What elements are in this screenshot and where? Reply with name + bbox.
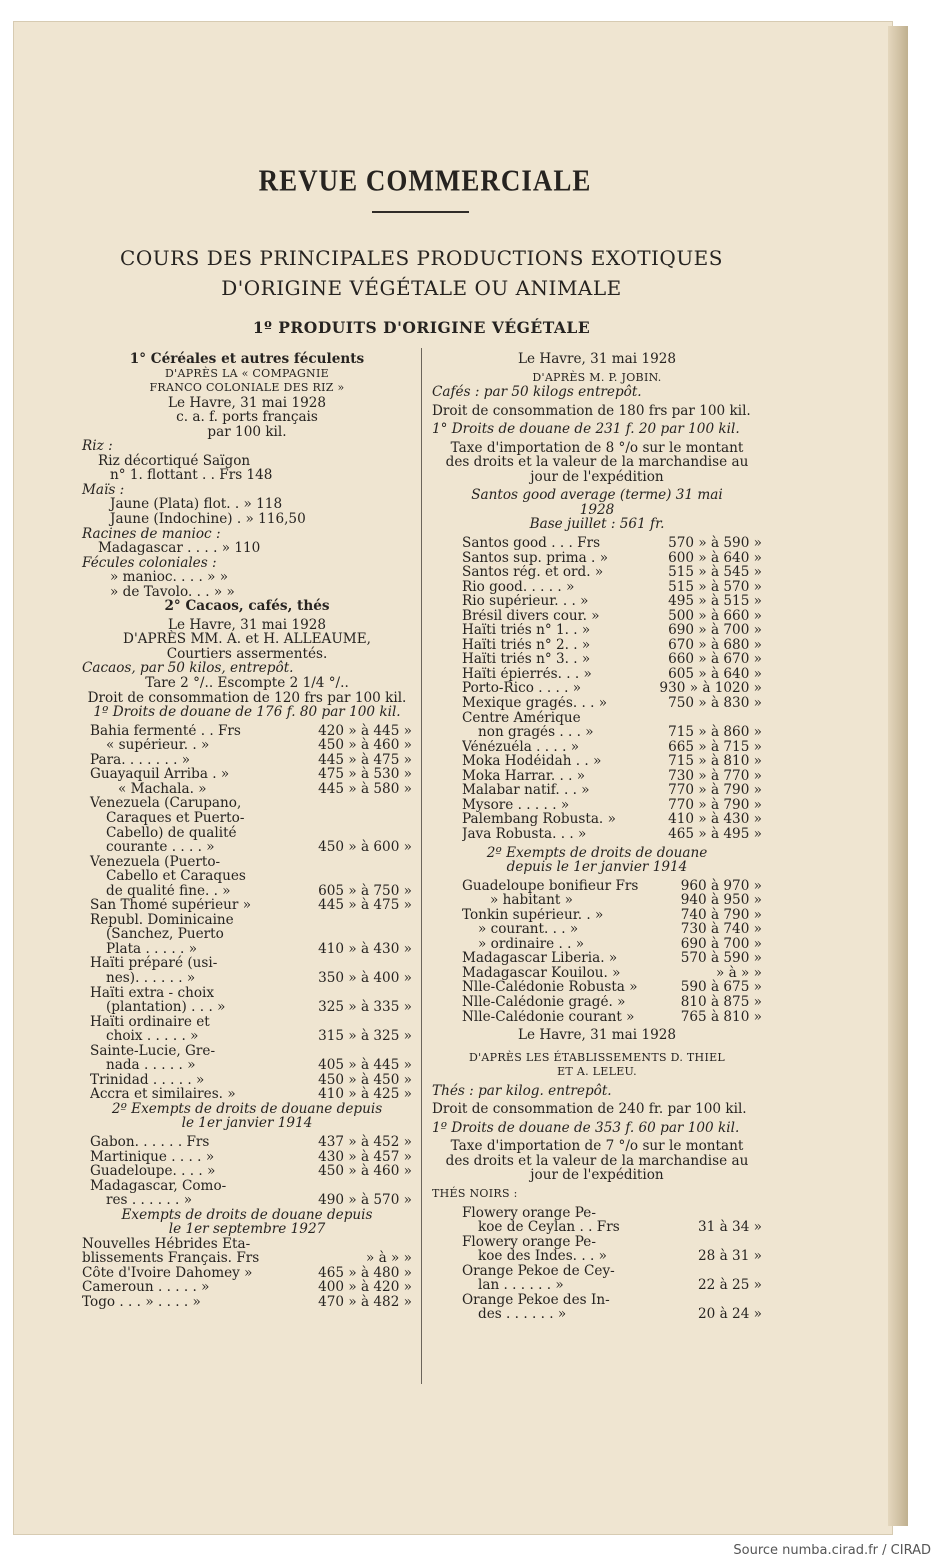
cacaos-date: Le Havre, 31 mai 1928	[167, 616, 327, 633]
price-row: Plata . . . . . » 410 » à 430 »	[106, 940, 412, 957]
price-row: Malabar natif. . . » 770 » à 790 »	[462, 782, 762, 799]
price-row: Madagascar Kouilou. » » à » »	[462, 964, 762, 981]
cereales-source-1: D'APRÈS LA « COMPAGNIE	[165, 366, 329, 380]
price-row: nada . . . . . » 405 » à 445 »	[106, 1057, 412, 1074]
price-row: (plantation) . . . » 325 » à 335 »	[106, 999, 412, 1016]
mais-heading: Maïs :	[82, 481, 125, 498]
price-row: Cameroun . . . . . » 400 » à 420 »	[82, 1279, 412, 1296]
thes-taxe-3: jour de l'expédition	[530, 1167, 664, 1184]
price-row: blissements Français. Frs » à » »	[82, 1250, 412, 1267]
title-rule	[372, 211, 469, 213]
text-line: Madagascar, Como-	[90, 1177, 227, 1194]
price-row: Togo . . . » . . . . » 470 » à 482 »	[82, 1294, 412, 1310]
racines-line-1: Madagascar . . . . » 110	[98, 540, 261, 557]
text-line: Haïti extra - choix	[90, 984, 215, 1001]
price-row: » habitant » 940 à 950 »	[490, 892, 762, 909]
cereales-source-2: FRANCO COLONIALE DES RIZ »	[149, 381, 345, 395]
taxe-line-1: Taxe d'importation de 8 °/o sur le montant	[450, 439, 744, 456]
price-row: Moka Hodéidah . . » 715 » à 810 »	[462, 753, 762, 770]
price-row: Java Robusta. . . » 465 » à 495 »	[462, 825, 762, 842]
section-heading: 1º PRODUITS D'ORIGINE VÉGÉTALE	[252, 318, 591, 337]
text-line: (Sanchez, Puerto	[106, 926, 224, 943]
price-row: Haïti triés n° 2. . » 670 » à 680 »	[462, 636, 762, 653]
text-line: Flowery orange Pe-	[462, 1233, 596, 1250]
santos-heading: Santos good average (terme) 31 mai	[471, 487, 723, 504]
price-row: Porto-Rico . . . . » 930 » à 1020 »	[462, 680, 762, 697]
racines-heading: Racines de manioc :	[82, 525, 221, 542]
text-line: Republ. Dominicaine	[90, 911, 234, 928]
exempts-heading-1b: le 1er janvier 1914	[181, 1115, 313, 1132]
cereales-date: Le Havre, 31 mai 1928	[167, 394, 327, 411]
thes-droit: Droit de consommation de 240 fr. par 100 kil.	[432, 1101, 747, 1118]
cafes-date: Le Havre, 31 mai 1928	[517, 351, 677, 367]
price-row: Nlle-Calédonie Robusta » 590 à 675 »	[462, 979, 762, 996]
price-row: Guadeloupe bonifieur Frs 960 à 970 »	[462, 877, 762, 894]
fecules-line-1: » manioc. . . . » »	[110, 569, 229, 586]
column-divider	[421, 348, 422, 1384]
thes-taxe-1: Taxe d'importation de 7 °/o sur le montant	[450, 1138, 744, 1155]
mais-line-1: Jaune (Plata) flot. . » 118	[110, 496, 283, 513]
exempts-heading: 2º Exempts de droits de douane	[486, 844, 708, 861]
cacaos-heading: 2° Cacaos, cafés, thés	[164, 598, 330, 615]
price-row: » ordinaire . . » 690 à 700 »	[478, 935, 762, 952]
price-row: Santos good . . . Frs 570 » à 590 »	[462, 535, 762, 552]
price-row: Côte d'Ivoire Dahomey » 465 » à 480 »	[82, 1264, 412, 1281]
fecules-line-2: » de Tavolo. . . » »	[110, 583, 235, 600]
cacaos-unit: Cacaos, par 50 kilos, entrepôt.	[82, 660, 294, 677]
page-title: REVUE COMMERCIALE	[258, 162, 592, 198]
text-line: Haïti ordinaire et	[90, 1013, 210, 1030]
cereales-heading: 1° Céréales et autres féculents	[129, 351, 365, 367]
price-row: Nlle-Calédonie gragé. » 810 à 875 »	[462, 993, 762, 1010]
price-row: « Machala. » 445 » à 580 »	[118, 780, 412, 797]
text-line: Venezuela (Carupano,	[90, 795, 242, 812]
price-row: courante . . . . » 450 » à 600 »	[106, 839, 412, 856]
price-row: Rio good. . . . . » 515 » à 570 »	[462, 578, 762, 595]
price-row: non gragés . . . » 715 » à 860 »	[478, 724, 762, 741]
thes-source-2: ET A. LELEU.	[557, 1065, 637, 1079]
cafes-source: D'APRÈS M. P. JOBIN.	[532, 370, 662, 384]
thes-douane: 1º Droits de douane de 353 f. 60 par 100 kil.	[432, 1119, 740, 1136]
thes-source-1: D'APRÈS LES ÉTABLISSEMENTS D. THIEL	[468, 1050, 726, 1064]
price-row: Martinique . . . . » 430 » à 457 »	[90, 1148, 412, 1165]
mais-line-2: Jaune (Indochine) . » 116,50	[110, 511, 306, 528]
price-row: des . . . . . . » 20 à 24 »	[478, 1306, 762, 1323]
exempts-heading-b: depuis le 1er janvier 1914	[506, 859, 688, 876]
price-row: nes). . . . . . » 350 » à 400 »	[106, 969, 412, 986]
price-row: Trinidad . . . . . » 450 » à 450 »	[90, 1071, 412, 1088]
price-row: Madagascar Liberia. » 570 à 590 »	[462, 950, 762, 967]
left-column	[82, 352, 412, 1310]
text-line: Orange Pekoe des In-	[462, 1291, 610, 1308]
price-row: koe des Indes. . . » 28 à 31 »	[478, 1248, 762, 1265]
thes-date: Le Havre, 31 mai 1928	[517, 1027, 677, 1044]
text-line: Venezuela (Puerto-	[90, 853, 221, 870]
text-line: Sainte-Lucie, Gre-	[90, 1042, 216, 1059]
price-row: » courant. . . » 730 à 740 »	[478, 921, 762, 938]
price-row: Palembang Robusta. » 410 » à 430 »	[462, 811, 762, 828]
price-row: Guayaquil Arriba . » 475 » à 530 »	[90, 766, 412, 783]
cacaos-source-2: Courtiers assermentés.	[166, 645, 328, 662]
riz-line-2: n° 1. flottant . . Frs 148	[110, 467, 273, 484]
text-line: Cabello et Caraques	[106, 868, 246, 885]
riz-line-1: Riz décortiqué Saïgon	[98, 452, 251, 469]
thes-taxe-2: des droits et la valeur de la marchandise au	[445, 1152, 749, 1169]
text-line: Centre Amérique	[462, 709, 581, 726]
cafes-douane: 1° Droits de douane de 231 f. 20 par 100 kil.	[432, 421, 740, 438]
page-edge	[888, 26, 908, 1526]
price-row: Accra et similaires. » 410 » à 425 »	[90, 1086, 412, 1103]
cacaos-douane: 1º Droits de douane de 176 f. 80 par 100 kil.	[93, 704, 401, 721]
price-row: Bahia fermenté . . Frs 420 » à 445 »	[90, 722, 412, 739]
price-row: de qualité fine. . » 605 » à 750 »	[106, 882, 412, 899]
thes-noirs-heading: THÉS NOIRS :	[432, 1186, 518, 1200]
exempts-heading-2b: le 1er septembre 1927	[168, 1221, 326, 1238]
exempts-heading-1: 2º Exempts de droits de douane depuis	[111, 1100, 383, 1117]
cafes-droit: Droit de consommation de 180 frs par 100 kil.	[432, 402, 751, 419]
price-row: Haïti épierrés. . . » 605 » à 640 »	[462, 665, 762, 682]
text-line: Flowery orange Pe-	[462, 1204, 596, 1221]
price-row: Haïti triés n° 3. . » 660 » à 670 »	[462, 651, 762, 668]
taxe-line-2: des droits et la valeur de la marchandise au	[445, 454, 749, 471]
price-row: Rio supérieur. . . » 495 » à 515 »	[462, 593, 762, 610]
price-row: « supérieur. . » 450 » à 460 »	[106, 737, 412, 754]
text-line: Cabello) de qualité	[106, 824, 237, 841]
price-row: Mexique gragés. . . » 750 » à 830 »	[462, 695, 762, 712]
price-row: Brésil divers cour. » 500 » à 660 »	[462, 607, 762, 624]
price-row: koe de Ceylan . . Frs 31 à 34 »	[478, 1219, 762, 1236]
price-row: Santos rég. et ord. » 515 » à 545 »	[462, 564, 762, 581]
price-row: Vénézuéla . . . . » 665 » à 715 »	[462, 738, 762, 755]
santos-heading-year: 1928	[579, 501, 615, 518]
price-row: Tonkin supérieur. . » 740 à 790 »	[462, 906, 762, 923]
price-row: res . . . . . . » 490 » à 570 »	[106, 1192, 412, 1209]
text-line: Orange Pekoe de Cey-	[462, 1262, 615, 1279]
price-row: choix . . . . . » 315 » à 325 »	[106, 1028, 412, 1045]
cafes-unit: Cafés : par 50 kilogs entrepôt.	[432, 384, 642, 401]
text-line: Nouvelles Hébrides Eta-	[82, 1235, 251, 1252]
riz-heading: Riz :	[82, 438, 113, 455]
fecules-heading: Fécules coloniales :	[82, 554, 217, 571]
price-row: San Thomé supérieur » 445 » à 475 »	[90, 897, 412, 914]
text-line: Caraques et Puerto-	[106, 809, 245, 826]
price-row: Guadeloupe. . . . » 450 » à 460 »	[90, 1163, 412, 1180]
price-row: Santos sup. prima . » 600 » à 640 »	[462, 549, 762, 566]
price-row: Para. . . . . . . » 445 » à 475 »	[90, 751, 412, 768]
thes-unit: Thés : par kilog. entrepôt.	[432, 1082, 612, 1099]
price-row: Moka Harrar. . . » 730 » à 770 »	[462, 767, 762, 784]
santos-base: Base juillet : 561 fr.	[529, 516, 665, 533]
price-row: Nlle-Calédonie courant » 765 à 810 »	[462, 1008, 762, 1025]
cereales-unit: par 100 kil.	[207, 423, 287, 440]
price-row: lan . . . . . . » 22 à 25 »	[478, 1277, 762, 1294]
source-credit: Source numba.cirad.fr / CIRAD	[733, 1543, 931, 1558]
cacaos-source: D'APRÈS MM. A. et H. ALLEAUME,	[123, 631, 371, 648]
price-row: Haïti triés n° 1. . » 690 » à 700 »	[462, 622, 762, 639]
text-line: Haïti préparé (usi-	[90, 955, 218, 972]
subtitle-line-2: D'ORIGINE VÉGÉTALE OU ANIMALE	[221, 276, 622, 300]
price-row: Mysore . . . . . » 770 » à 790 »	[462, 796, 762, 813]
exempts-heading-2: Exempts de droits de douane depuis	[121, 1206, 373, 1223]
cacaos-droit: Droit de consommation de 120 frs par 100 kil.	[87, 689, 407, 706]
taxe-line-3: jour de l'expédition	[530, 468, 664, 485]
cacaos-tare: Tare 2 °/.. Escompte 2 1/4 °/..	[145, 675, 349, 692]
right-column	[432, 352, 762, 1322]
cereales-caf: c. a. f. ports français	[176, 409, 318, 426]
subtitle-line-1: COURS DES PRINCIPALES PRODUCTIONS EXOTIQUES	[120, 246, 723, 270]
price-row: Gabon. . . . . . Frs 437 » à 452 »	[90, 1133, 412, 1150]
